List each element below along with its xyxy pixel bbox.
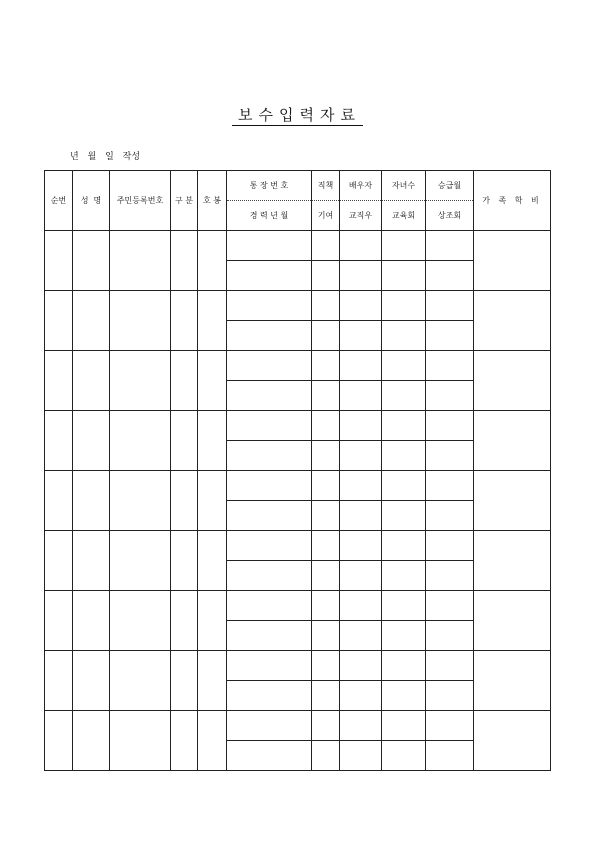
- category-cell: [171, 591, 198, 651]
- account-career-cell-upper: [227, 291, 312, 321]
- header-children: 자녀수: [382, 171, 426, 201]
- account-career-cell-upper: [227, 531, 312, 561]
- promotion-mutual-cell-upper: [426, 711, 474, 741]
- duty-contribution-cell-upper: [312, 591, 340, 621]
- family-tuition-cell: [474, 591, 551, 651]
- header-mutual-aid: 상조회: [426, 201, 474, 231]
- header-staff-union: 교직우: [340, 201, 382, 231]
- grade-cell: [198, 231, 227, 291]
- resident-no-cell: [110, 291, 171, 351]
- table-row: [45, 351, 551, 381]
- promotion-mutual-cell-upper: [426, 351, 474, 381]
- promotion-mutual-cell-upper: [426, 291, 474, 321]
- duty-contribution-cell-lower: [312, 381, 340, 411]
- name-cell: [73, 291, 110, 351]
- spouse-union-cell-lower: [340, 261, 382, 291]
- promotion-mutual-cell-upper: [426, 651, 474, 681]
- promotion-mutual-cell-lower: [426, 621, 474, 651]
- spouse-union-cell-upper: [340, 591, 382, 621]
- family-tuition-cell: [474, 351, 551, 411]
- spouse-union-cell-lower: [340, 681, 382, 711]
- duty-contribution-cell-lower: [312, 621, 340, 651]
- family-tuition-cell: [474, 531, 551, 591]
- header-category: 구 분: [171, 171, 198, 231]
- children-education-cell-lower: [382, 681, 426, 711]
- seq-cell: [45, 591, 73, 651]
- children-education-cell-upper: [382, 351, 426, 381]
- duty-contribution-cell-lower: [312, 501, 340, 531]
- duty-contribution-cell-upper: [312, 531, 340, 561]
- header-grade: 호 봉: [198, 171, 227, 231]
- category-cell: [171, 711, 198, 771]
- account-career-cell-lower: [227, 441, 312, 471]
- duty-contribution-cell-lower: [312, 441, 340, 471]
- account-career-cell-lower: [227, 381, 312, 411]
- header-name: 성 명: [73, 171, 110, 231]
- promotion-mutual-cell-upper: [426, 231, 474, 261]
- spouse-union-cell-lower: [340, 741, 382, 771]
- name-cell: [73, 531, 110, 591]
- resident-no-cell: [110, 651, 171, 711]
- family-tuition-cell: [474, 291, 551, 351]
- spouse-union-cell-lower: [340, 381, 382, 411]
- duty-contribution-cell-upper: [312, 231, 340, 261]
- seq-cell: [45, 531, 73, 591]
- table-row: [45, 471, 551, 501]
- account-career-cell-lower: [227, 561, 312, 591]
- name-cell: [73, 591, 110, 651]
- spouse-union-cell-lower: [340, 441, 382, 471]
- resident-no-cell: [110, 231, 171, 291]
- name-cell: [73, 651, 110, 711]
- account-career-cell-upper: [227, 711, 312, 741]
- children-education-cell-upper: [382, 231, 426, 261]
- promotion-mutual-cell-upper: [426, 411, 474, 441]
- category-cell: [171, 231, 198, 291]
- family-tuition-cell: [474, 411, 551, 471]
- seq-cell: [45, 411, 73, 471]
- name-cell: [73, 351, 110, 411]
- children-education-cell-lower: [382, 501, 426, 531]
- name-cell: [73, 471, 110, 531]
- children-education-cell-upper: [382, 471, 426, 501]
- children-education-cell-lower: [382, 621, 426, 651]
- resident-no-cell: [110, 411, 171, 471]
- grade-cell: [198, 471, 227, 531]
- table-row: [45, 711, 551, 741]
- promotion-mutual-cell-lower: [426, 681, 474, 711]
- name-cell: [73, 711, 110, 771]
- account-career-cell-lower: [227, 261, 312, 291]
- promotion-mutual-cell-lower: [426, 741, 474, 771]
- table-row: [45, 291, 551, 321]
- spouse-union-cell-lower: [340, 561, 382, 591]
- duty-contribution-cell-upper: [312, 351, 340, 381]
- family-tuition-cell: [474, 231, 551, 291]
- header-spouse: 배우자: [340, 171, 382, 201]
- duty-contribution-cell-upper: [312, 411, 340, 441]
- grade-cell: [198, 651, 227, 711]
- name-cell: [73, 231, 110, 291]
- account-career-cell-upper: [227, 591, 312, 621]
- account-career-cell-upper: [227, 351, 312, 381]
- promotion-mutual-cell-upper: [426, 591, 474, 621]
- account-career-cell-lower: [227, 621, 312, 651]
- promotion-mutual-cell-lower: [426, 501, 474, 531]
- spouse-union-cell-upper: [340, 411, 382, 441]
- children-education-cell-lower: [382, 261, 426, 291]
- account-career-cell-lower: [227, 321, 312, 351]
- spouse-union-cell-upper: [340, 471, 382, 501]
- resident-no-cell: [110, 471, 171, 531]
- resident-no-cell: [110, 531, 171, 591]
- duty-contribution-cell-lower: [312, 741, 340, 771]
- header-promotion-month: 승급월: [426, 171, 474, 201]
- children-education-cell-lower: [382, 561, 426, 591]
- header-account-no: 통 장 번 호: [227, 171, 312, 201]
- spouse-union-cell-upper: [340, 291, 382, 321]
- spouse-union-cell-upper: [340, 651, 382, 681]
- seq-cell: [45, 291, 73, 351]
- seq-cell: [45, 471, 73, 531]
- seq-cell: [45, 351, 73, 411]
- family-tuition-cell: [474, 711, 551, 771]
- header-career-years: 경 력 년 월: [227, 201, 312, 231]
- spouse-union-cell-upper: [340, 231, 382, 261]
- grade-cell: [198, 351, 227, 411]
- spouse-union-cell-lower: [340, 321, 382, 351]
- duty-contribution-cell-upper: [312, 291, 340, 321]
- children-education-cell-lower: [382, 441, 426, 471]
- family-tuition-cell: [474, 651, 551, 711]
- children-education-cell-upper: [382, 651, 426, 681]
- category-cell: [171, 291, 198, 351]
- spouse-union-cell-lower: [340, 501, 382, 531]
- account-career-cell-upper: [227, 651, 312, 681]
- spouse-union-cell-upper: [340, 711, 382, 741]
- header-seq: 순번: [45, 171, 73, 231]
- category-cell: [171, 651, 198, 711]
- resident-no-cell: [110, 711, 171, 771]
- header-duty: 직책: [312, 171, 340, 201]
- header-contribution: 기여: [312, 201, 340, 231]
- grade-cell: [198, 531, 227, 591]
- account-career-cell-upper: [227, 231, 312, 261]
- name-cell: [73, 411, 110, 471]
- grade-cell: [198, 411, 227, 471]
- duty-contribution-cell-lower: [312, 321, 340, 351]
- category-cell: [171, 471, 198, 531]
- spouse-union-cell-lower: [340, 621, 382, 651]
- duty-contribution-cell-lower: [312, 561, 340, 591]
- promotion-mutual-cell-lower: [426, 561, 474, 591]
- table-row: [45, 231, 551, 261]
- seq-cell: [45, 711, 73, 771]
- promotion-mutual-cell-upper: [426, 471, 474, 501]
- duty-contribution-cell-lower: [312, 681, 340, 711]
- duty-contribution-cell-lower: [312, 261, 340, 291]
- spouse-union-cell-upper: [340, 531, 382, 561]
- category-cell: [171, 531, 198, 591]
- table-row: [45, 591, 551, 621]
- resident-no-cell: [110, 591, 171, 651]
- header-education-fund: 교육회: [382, 201, 426, 231]
- promotion-mutual-cell-lower: [426, 441, 474, 471]
- account-career-cell-lower: [227, 681, 312, 711]
- category-cell: [171, 351, 198, 411]
- children-education-cell-lower: [382, 381, 426, 411]
- spouse-union-cell-upper: [340, 351, 382, 381]
- document-title: 보수입력자료: [0, 104, 595, 125]
- seq-cell: [45, 651, 73, 711]
- children-education-cell-upper: [382, 591, 426, 621]
- children-education-cell-upper: [382, 411, 426, 441]
- children-education-cell-upper: [382, 531, 426, 561]
- header-family-tuition: 가 족 학 비: [474, 171, 551, 231]
- table-row: [45, 531, 551, 561]
- category-cell: [171, 411, 198, 471]
- account-career-cell-lower: [227, 741, 312, 771]
- children-education-cell-lower: [382, 741, 426, 771]
- account-career-cell-upper: [227, 411, 312, 441]
- family-tuition-cell: [474, 471, 551, 531]
- children-education-cell-upper: [382, 291, 426, 321]
- duty-contribution-cell-upper: [312, 471, 340, 501]
- account-career-cell-lower: [227, 501, 312, 531]
- children-education-cell-lower: [382, 321, 426, 351]
- children-education-cell-upper: [382, 711, 426, 741]
- promotion-mutual-cell-lower: [426, 381, 474, 411]
- duty-contribution-cell-upper: [312, 651, 340, 681]
- resident-no-cell: [110, 351, 171, 411]
- account-career-cell-upper: [227, 471, 312, 501]
- table-row: [45, 651, 551, 681]
- table-row: [45, 411, 551, 441]
- grade-cell: [198, 711, 227, 771]
- date-written-line: 년 월 일 작성: [70, 152, 141, 162]
- salary-input-table: [44, 170, 551, 771]
- promotion-mutual-cell-lower: [426, 321, 474, 351]
- promotion-mutual-cell-lower: [426, 261, 474, 291]
- seq-cell: [45, 231, 73, 291]
- grade-cell: [198, 591, 227, 651]
- promotion-mutual-cell-upper: [426, 531, 474, 561]
- header-resident-no: 주민등록번호: [110, 171, 171, 231]
- duty-contribution-cell-upper: [312, 711, 340, 741]
- grade-cell: [198, 291, 227, 351]
